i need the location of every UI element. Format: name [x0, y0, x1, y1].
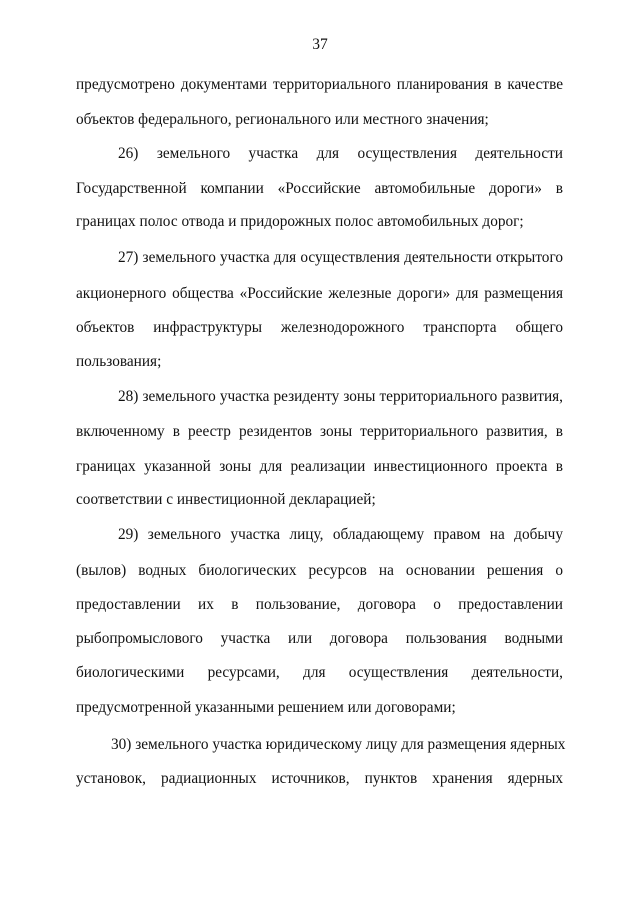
list-item-26-line: 26) земельного участка для осуществления деятельности	[118, 145, 563, 162]
page-number: 37	[312, 36, 328, 53]
text-line: Государственной компании «Российские автомобильные дороги» в	[76, 180, 563, 197]
text-line: установок, радиационных источников, пунктов хранения ядерных	[76, 770, 563, 787]
text-line: объектов федерального, регионального или местного значения;	[76, 111, 489, 128]
list-item-30-line: 30) земельного участка юридическому лицу для размещения ядерных	[111, 736, 566, 753]
list-item-27-line: 27) земельного участка для осуществления деятельности открытого	[118, 249, 563, 266]
text-line: границах полос отвода и придорожных полос автомобильных дорог;	[76, 213, 524, 230]
text-line: предоставлении их в пользование, договора о предоставлении	[76, 596, 563, 613]
list-item-29-line: 29) земельного участка лицу, обладающему правом на добычу	[118, 526, 563, 543]
text-line: границах указанной зоны для реализации инвестиционного проекта в	[76, 458, 563, 475]
text-line: рыбопромыслового участка или договора пользования водными	[76, 630, 563, 647]
text-line: предусмотрено документами территориального планирования в качестве	[76, 76, 563, 93]
list-item-28-line: 28) земельного участка резиденту зоны территориального развития,	[118, 388, 563, 405]
text-line: биологическими ресурсами, для осуществления деятельности,	[76, 664, 563, 681]
text-line: предусмотренной указанными решением или договорами;	[76, 699, 456, 716]
text-line: акционерного общества «Российские железные дороги» для размещения	[76, 285, 563, 302]
text-line: включенному в реестр резидентов зоны территориального развития, в	[76, 423, 563, 440]
text-line: соответствии с инвестиционной декларацией;	[76, 491, 376, 508]
text-line: объектов инфраструктуры железнодорожного транспорта общего	[76, 319, 563, 336]
text-line: пользования;	[76, 353, 162, 370]
text-line: (вылов) водных биологических ресурсов на основании решения о	[76, 562, 563, 579]
